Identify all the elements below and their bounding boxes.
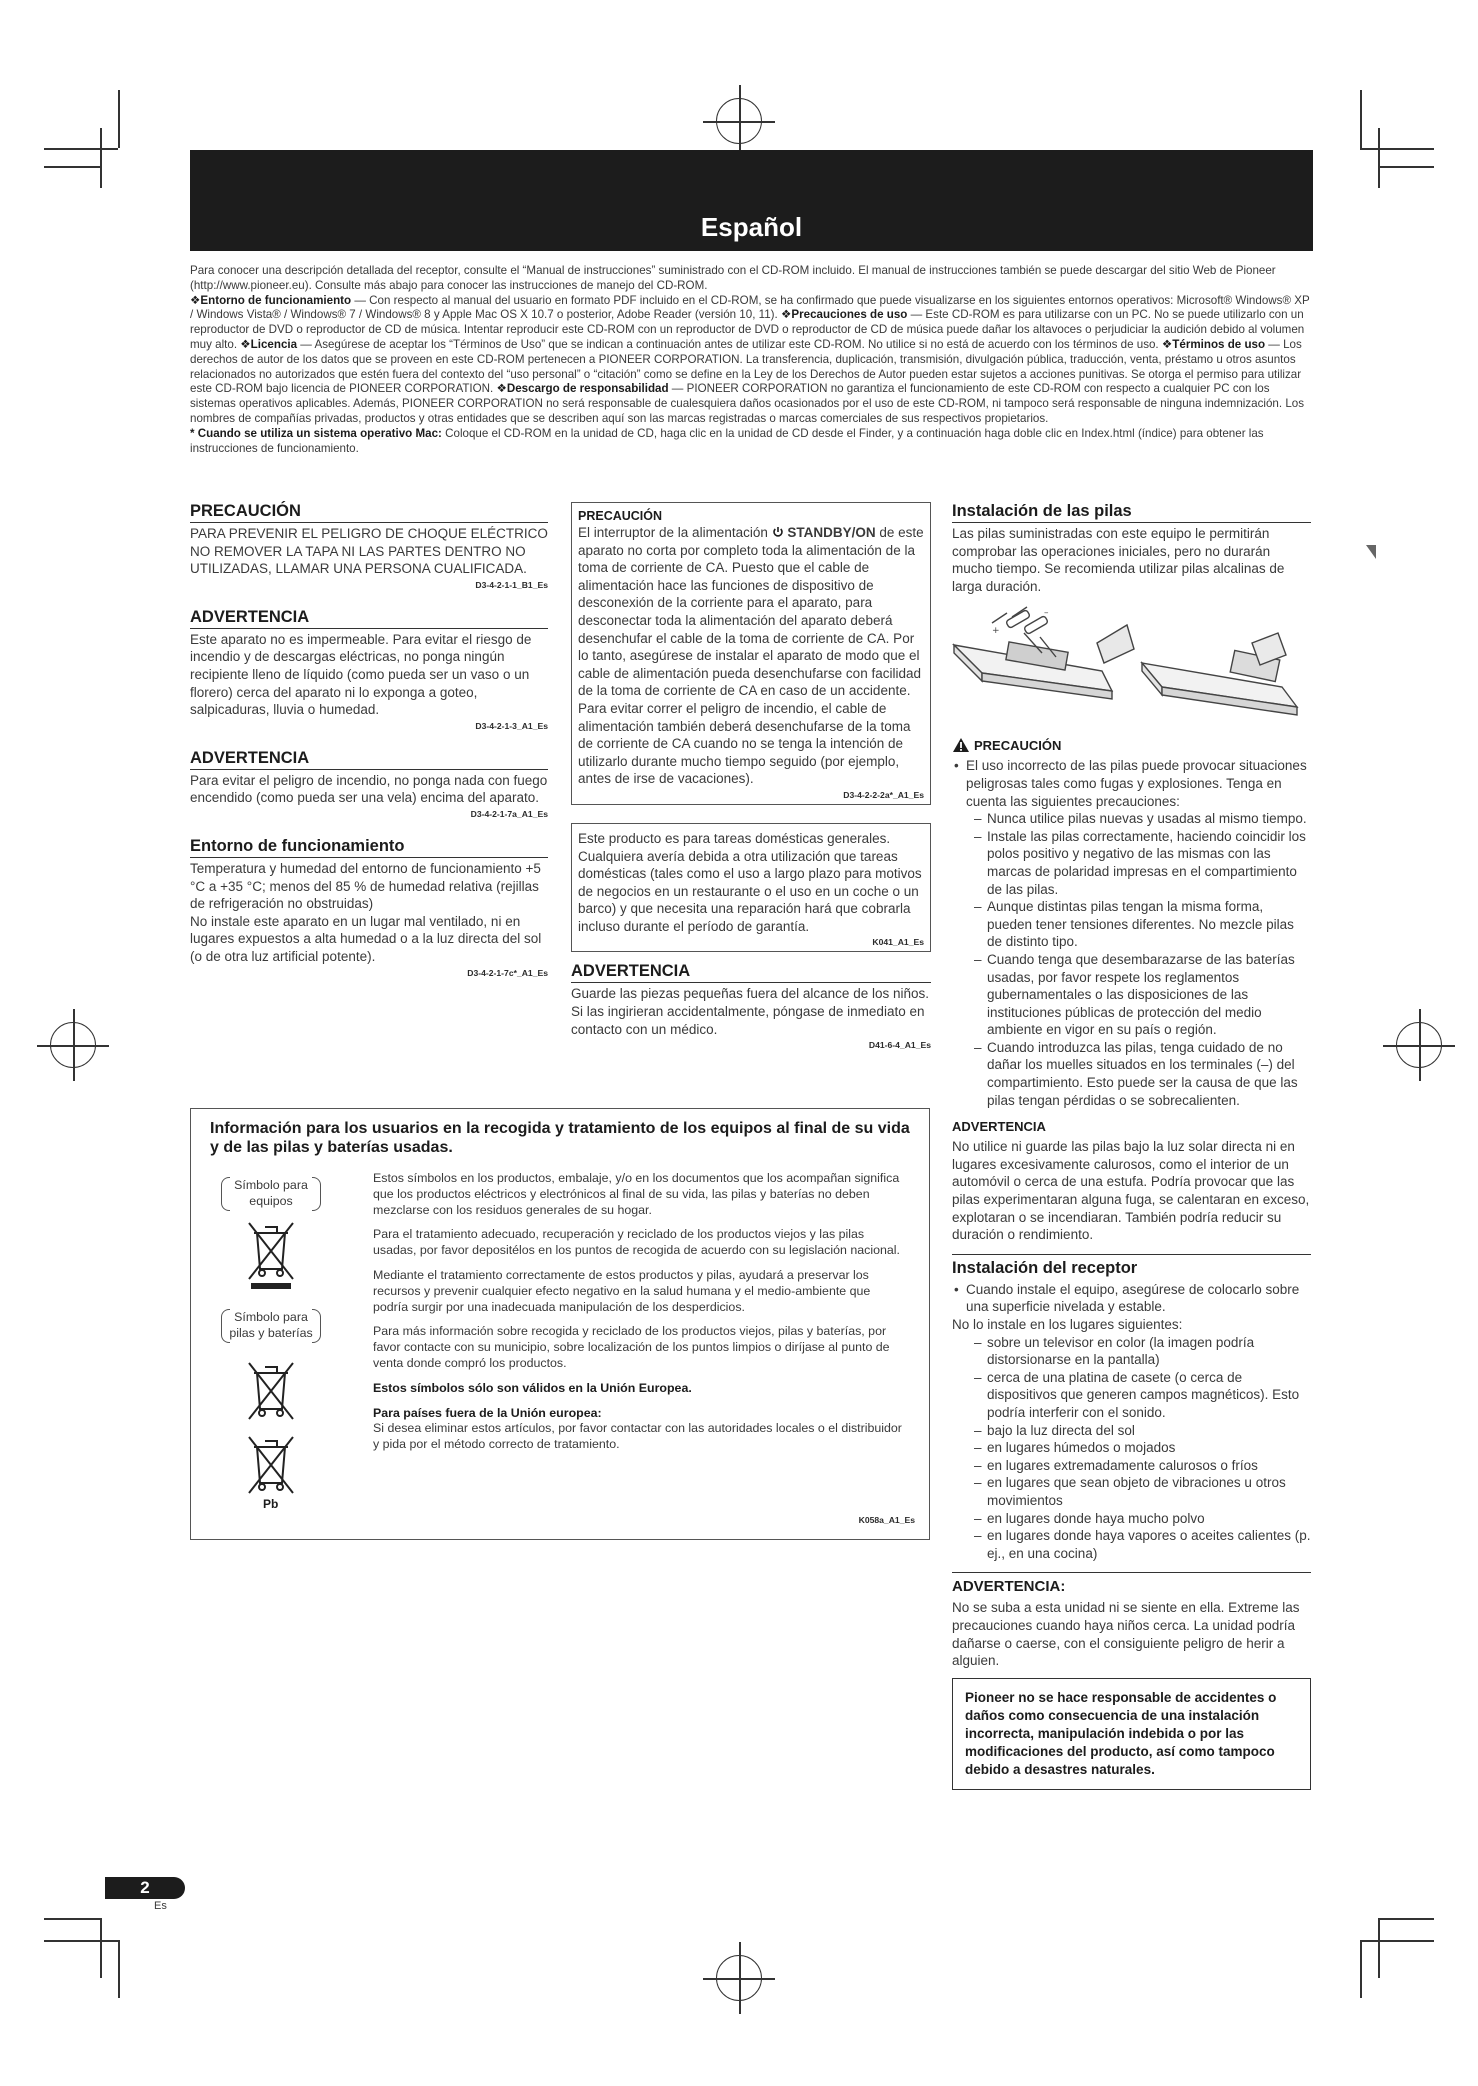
doc-code: D41-6-4_A1_Es — [868, 1040, 931, 1051]
power-icon — [772, 526, 784, 538]
precaucion-list — [952, 757, 1311, 810]
mac-text: Coloque el CD-ROM en la unidad de CD, haga clic en la unidad de CD desde el Finder, y a continuación haga doble clic en Index.html (índice) para obtener las instrucciones de funcionamiento. — [190, 426, 1264, 455]
precaucion-box — [571, 502, 931, 805]
intro-details — [190, 294, 1313, 427]
list-item: – en lugares donde haya mucho polvo — [974, 1510, 1311, 1528]
domestic-use-box — [571, 823, 931, 953]
crop-mark — [100, 128, 102, 188]
warning-triangle-icon — [952, 737, 970, 753]
page-number: 2 — [105, 1877, 185, 1899]
section-title: PRECAUCIÓN — [190, 502, 548, 523]
list-item: – sobre un televisor en color (la imagen podría distorsionarse en la pantalla) — [974, 1334, 1311, 1369]
standby-label: STANDBY/ON — [783, 525, 876, 540]
list-item: – en lugares húmedos o mojados — [974, 1439, 1311, 1457]
weee-paragraph: Estos símbolos sólo son válidos en la Unión Europea. — [373, 1380, 692, 1395]
list-item: – Aunque distintas pilas tengan la misma forma, pueden tener tensiones diferentes. No mezcle pilas de distinto tipo. — [974, 898, 1311, 951]
list-item: – en lugares extremadamente calurosos o fríos — [974, 1457, 1311, 1475]
crop-mark — [44, 148, 118, 150]
intro-paragraph: Para conocer una descripción detallada del receptor, consulte el “Manual de instrucciones” suministrado con el CD-ROM incluido. El manual de instrucciones también se puede descargar del sitio Web de Pioneer (http://www.pioneer.eu). Consulte más abajo para conocer las instrucciones de manejo del CD-ROM. — [190, 264, 1276, 292]
pb-label: Pb — [263, 1497, 279, 1511]
doc-code: K058a_A1_Es — [858, 1515, 915, 1525]
section-title: Instalación de las pilas — [952, 502, 1311, 523]
crop-mark — [1378, 1918, 1434, 1920]
page-title: Español — [700, 212, 803, 242]
doc-code: D3-4-2-2-2a*_A1_Es — [843, 789, 924, 800]
intro-mac — [190, 427, 1313, 457]
section-precaucion-pilas — [952, 737, 1311, 1109]
crop-mark — [1360, 148, 1434, 150]
section-advertencia-piezas — [571, 962, 931, 1050]
symbol-label-equipment — [227, 1177, 315, 1209]
list-item: • Cuando instale el equipo, asegúrese de colocarlo sobre una superficie nivelada y estable. — [952, 1281, 1311, 1316]
doc-code: K041_A1_Es — [872, 937, 924, 948]
box-body: Este producto es para tareas domésticas generales. Cualquiera avería debida a otra utilización que tareas domésticas (tales como el uso a largo plazo para motivos de negocios en un restaurante o el uso en un coche o un barco) y que necesita una reparación hará que cobrarla incluso durante el período de garantía. — [578, 830, 922, 934]
box-body — [578, 524, 924, 788]
responsibility-notice: Pioneer no se hace responsable de accidentes o daños como consecuencia de una instalación incorrecta, manipulación indebida o por las modificaciones del producto, así como tampoco debido a desastres naturales. — [952, 1678, 1311, 1790]
list-item: – cerca de una platina de casete (o cerca de dispositivos que generen campos magnéticos). Esto podría interferir con el sonido. — [974, 1369, 1311, 1422]
section-body: No instale este aparato en un lugar mal ventilado, ni en lugares expuestos a alta humedad o a la luz directa del sol (o de otra luz artificial potente). — [190, 913, 542, 964]
crop-mark — [1360, 90, 1362, 148]
section-body: No se suba a esta unidad ni se siente en ella. Extreme las precauciones cuando haya niños cerca. La unidad podría dañarse o caerse, con el consiguiente peligro de herir a alguien. — [952, 1600, 1300, 1669]
disc-label: ❖Descargo de responsabilidad — [496, 382, 669, 396]
section-body: Para evitar el peligro de incendio, no ponga nada con fuego encendido (como pueda ser una vela) encima del aparato. — [190, 772, 548, 806]
instalacion-list — [952, 1281, 1311, 1316]
box-title: PRECAUCIÓN — [578, 509, 663, 523]
weee-title: Información para los usuarios en la recogida y tratamiento de los equipos al final de su vida y de las pilas y baterías usadas. — [210, 1120, 910, 1156]
section-advertencia-subir — [952, 1572, 1311, 1669]
crop-mark — [1378, 1918, 1380, 1978]
crossed-bin-icon — [245, 1435, 297, 1497]
section-advertencia-pilas — [952, 1119, 1311, 1244]
list-item: – en lugares donde haya vapores o aceites calientes (p. ej., en una cocina) — [974, 1527, 1311, 1562]
crop-mark — [118, 90, 120, 148]
terms-text: — Los derechos de autor de los datos que se proveen en este CD-ROM pertenecen a PIONEER CORPORATION. La transferencia, duplicación, transmisión, divulgación pública, traducción, venta, préstamo u otros asuntos relacionados no autorizados que estén fuera del contexto del “uso personal” o “citación” como se define en la Ley de los Derechos de Autor pueden estar sujetos a acciones punitivas. Se otorga el permiso para utilizar este CD-ROM bajo licencia de PIONEER CORPORATION. — [190, 337, 1302, 396]
crop-mark — [44, 1940, 118, 1942]
section-entorno — [190, 837, 548, 978]
symbol-label-text: Símbolo para pilas y baterías — [229, 1310, 313, 1340]
section-advertencia-2 — [190, 749, 548, 819]
crop-mark — [118, 1940, 120, 1998]
doc-code: D3-4-2-1-7a_A1_Es — [470, 808, 548, 819]
section-pilas — [952, 502, 1311, 595]
prec-label: ❖Precauciones de uso — [781, 308, 908, 322]
list-item: – Cuando introduzca las pilas, tenga cuidado de no dañar los muelles situados en los terminales (–) del compartimiento. Esto puede ser la causa de que las pilas tengan pérdidas o se sobrecalienten. — [974, 1039, 1311, 1109]
lic-label: ❖Licencia — [240, 337, 298, 351]
section-title: Instalación del receptor — [952, 1254, 1311, 1279]
section-instalacion — [952, 1254, 1311, 1563]
weee-paragraph: Para el tratamiento adecuado, recuperación y reciclado de los productos viejos y las pilas usadas, por favor depositélos en los puntos de recogida de acuerdo con su legislación nacional. — [373, 1227, 900, 1258]
precaucion-title: PRECAUCIÓN — [974, 738, 1062, 754]
crossed-bin-icon — [245, 1361, 297, 1423]
instalacion-sublist — [952, 1334, 1311, 1563]
crop-mark — [100, 1918, 102, 1978]
box-text: de este aparato no corta por completo toda la alimentación de la toma de corriente de CA. Puesto que el cable de alimentación hace las funciones de dispositivo de desconexión de la corriente para el aparato, para desconectar toda la alimentación del aparato deberá desenchufar el cable de la toma de corriente de CA. Por lo tanto, asegúrese de instalar el aparato de modo que el cable de alimentación pueda desenchufarse con facilidad de la toma de corriente de CA en caso de un accidente. Para evitar correr el peligro de incendio, el cable de alimentación también deberá desenchufarse de la toma de corriente de CA cuando no se tenga la intención de utilizarlo durante mucho tiempo seguido (por ejemplo, antes de irse de vacaciones). — [578, 525, 924, 787]
remote-battery-illustration — [952, 603, 1307, 723]
list-item: – en lugares que sean objeto de vibraciones u otros movimientos — [974, 1474, 1311, 1509]
precaucion-title-row — [952, 737, 1311, 753]
page-language: Es — [154, 1900, 167, 1912]
corner-triangle-icon — [1366, 545, 1376, 559]
weee-paragraph — [373, 1406, 905, 1422]
svg-text:+: + — [992, 626, 1000, 637]
list-item: – Nunca utilice pilas nuevas y usadas al mismo tiempo. — [974, 810, 1311, 828]
symbol-label-text: Símbolo para equipos — [234, 1178, 308, 1208]
lic-text: — Asegúrese de aceptar los “Términos de Uso” que se indican a continuación antes de utilizar este CD-ROM. No utilice si no está de acuerdo con los términos de uso. — [297, 337, 1162, 351]
svg-text:–: – — [1044, 608, 1049, 619]
section-title: ADVERTENCIA — [571, 962, 931, 983]
list-item: – Instale las pilas correctamente, haciendo coincidir los polos positivo y negativo de las mismas con las marcas de polaridad impresas en el compartimiento de las pilas. — [974, 828, 1311, 898]
weee-paragraph: Mediante el tratamiento correctamente de estos productos y pilas, ayudará a preservar los recursos y prevenir cualquier efecto negativo en la salud humana y el medio-ambiente que podría surgir por una inadecuada manipulación de los desperdicios. — [373, 1267, 871, 1314]
section-body: Guarde las piezas pequeñas fuera del alcance de los niños. Si las ingirieran accidentalmente, póngase de inmediato en contacto con un médico. — [571, 986, 929, 1037]
prec-text: — Este CD-ROM es para utilizarse con un PC. No se puede utilizarlo con un reproductor de DVD o reproductor de CD de música. Intentar reproducir este CD-ROM con un reproductor de DVD o reproductor de CD de música puede dañar los altavoces o perjudiciar la audición debido al volumen muy alto. — [190, 308, 1305, 351]
registration-mark — [716, 98, 762, 144]
env-label: ❖Entorno de funcionamiento — [190, 293, 352, 307]
env-text: — Con respecto al manual del usuario en formato PDF incluido en el CD-ROM, se ha confirmado que puede visualizarse en los siguientes entornos operativos: Microsoft® Windows® XP / Windows Vista® / Windows® 7 / Windows® 8 y Apple Mac OS X 10.7 o posterior, Adobe Reader (versión 10, 11). — [190, 293, 1310, 322]
list-item: – Cuando tenga que desembarazarse de las baterías usadas, por favor respete los reglamentos gubernamentales o las disposiciones de las instituciones públicas de protección del medio ambiente en vigor en su país o región. — [974, 951, 1311, 1039]
section-title: ADVERTENCIA — [190, 608, 548, 629]
doc-code: D3-4-2-1-7c*_A1_Es — [467, 967, 548, 978]
doc-code: D3-4-2-1-3_A1_Es — [475, 720, 548, 731]
column-left — [190, 502, 548, 996]
registration-mark — [716, 1955, 762, 2001]
column-middle — [571, 502, 931, 1068]
crossed-bin-icon — [245, 1219, 297, 1291]
crop-mark — [1378, 128, 1380, 188]
intro-text — [190, 264, 1313, 456]
language-header — [190, 150, 1313, 251]
registration-mark — [50, 1022, 96, 1068]
column-right — [952, 502, 1311, 1790]
weee-text — [373, 1171, 905, 1462]
section-title: ADVERTENCIA — [190, 749, 548, 770]
weee-paragraph: Si desea eliminar estos artículos, por favor contactar con las autoridades locales o el distribuidor y pida por el método correcto de tratamiento. — [373, 1421, 902, 1452]
section-body: PARA PREVENIR EL PELIGRO DE CHOQUE ELÉCTRICO NO REMOVER LA TAPA NI LAS PARTES DENTRO NO UTILIZADAS, LLAMAR UNA PERSONA CUALIFICADA. — [190, 526, 548, 577]
weee-info-box — [190, 1108, 930, 1540]
section-title: ADVERTENCIA: — [952, 1572, 1311, 1597]
list-item: • El uso incorrecto de las pilas puede provocar situaciones peligrosas tales como fugas y explosiones. Tenga en cuenta las siguientes precauciones: — [952, 757, 1311, 810]
section-body: No utilice ni guarde las pilas bajo la luz solar directa ni en lugares excesivamente calurosos, como el interior de un automóvil o cerca de una estufa. Podría provocar que las pilas experimentaran alguna fuga, se calentaran en exceso, explotaran o se incendiaran. También podría reducir su duración o rendimiento. — [952, 1139, 1310, 1243]
mac-label: * Cuando se utiliza un sistema operativo Mac: — [190, 426, 442, 440]
crop-mark — [44, 1918, 100, 1920]
weee-paragraph: Estos símbolos en los productos, embalaje, y/o en los documentos que los acompañan significa que los productos eléctricos y electrónicos al final de su vida, las pilas y baterías no deben mezclarse con los residuos generales de su hogar. — [373, 1171, 900, 1217]
terms-label: ❖Términos de uso — [1161, 337, 1266, 351]
box-text: El interruptor de la alimentación — [578, 525, 772, 540]
section-body: Las pilas suministradas con este equipo le permitirán comprobar las operaciones iniciales, pero no durarán mucho tiempo. Se recomienda utilizar pilas alcalinas de larga duración. — [952, 526, 1285, 594]
section-title: ADVERTENCIA — [952, 1119, 1046, 1135]
section-advertencia-1 — [190, 608, 548, 731]
crop-mark — [1360, 1940, 1362, 1998]
instalacion-lead: No lo instale en los lugares siguientes: — [952, 1317, 1183, 1332]
crop-mark — [1378, 166, 1434, 168]
registration-mark — [1396, 1022, 1442, 1068]
list-item: – bajo la luz directa del sol — [974, 1422, 1311, 1440]
disc-text: — PIONEER CORPORATION no garantiza el funcionamiento de este CD-ROM con respecto a cualquier PC con los sistemas operativos aplicables. Además, PIONEER CORPORATION no será responsable de cualesquiera daños ocasionados por el uso de este CD-ROM, ni tampoco será responsable de ninguna indemnización. Los nombres de compañías privadas, productos y otras entidades que se describen aquí son las marcas registradas o marcas comerciales de sus respectivos propietarios. — [190, 382, 1305, 425]
section-body: Este aparato no es impermeable. Para evitar el riesgo de incendio y de descargas eléctricas, no ponga ningún recipiente lleno de líquido (como pueda ser un vaso o un florero) cerca del aparato ni lo exponga a goteo, salpicaduras, lluvia o humedad. — [190, 631, 532, 718]
section-precaucion — [190, 502, 548, 590]
section-body: Temperatura y humedad del entorno de funcionamiento +5 °C a +35 °C; menos del 85 % de humedad relativa (rejillas de refrigeración no obstruidas) — [190, 860, 541, 912]
crop-mark — [44, 166, 100, 168]
section-title: Entorno de funcionamiento — [190, 837, 548, 858]
crop-mark — [1360, 1940, 1434, 1942]
symbol-label-batteries — [227, 1309, 315, 1341]
precaucion-sublist — [952, 810, 1311, 1109]
doc-code: D3-4-2-1-1_B1_Es — [475, 579, 548, 590]
weee-subtitle: Para países fuera de la Unión europea: — [373, 1405, 602, 1420]
weee-paragraph: Para más información sobre recogida y reciclado de los productos viejos, pilas y baterías, por favor contacte con su municipio, sobre localización de los puntos limpios o diríjase al punto de venta donde compró los productos. — [373, 1324, 890, 1370]
